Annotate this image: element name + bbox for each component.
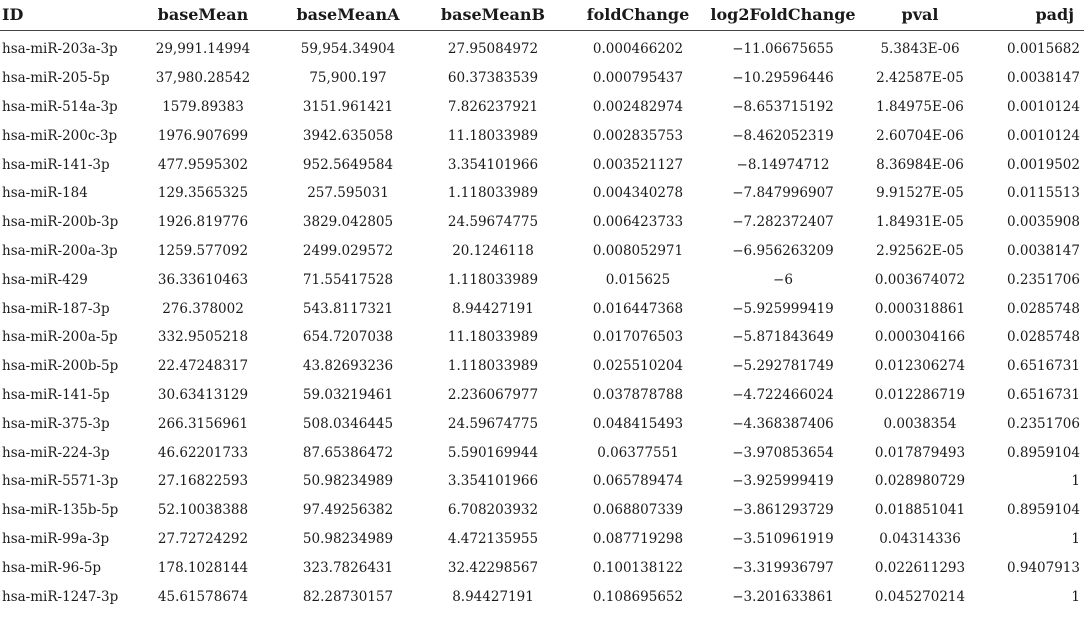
cell-basemeanb: 11.18033989 (447, 127, 539, 144)
cell-log2foldchange: −7.847996907 (732, 185, 834, 202)
cell-padj: 0.0015682 (1006, 41, 1080, 58)
cell-foldchange: 0.087719298 (592, 530, 684, 547)
cell-id: hsa-miR-200c-3p (2, 127, 118, 144)
cell-pval: 0.017879493 (874, 444, 966, 461)
cell-basemeanb: 11.18033989 (447, 329, 539, 346)
cell-id: hsa-miR-187-3p (2, 300, 110, 317)
cell-basemeana: 323.7826431 (302, 559, 394, 576)
cell-id: hsa-miR-1247-3p (2, 588, 119, 605)
cell-basemean: 45.61578674 (157, 588, 249, 605)
cell-id: hsa-miR-203a-3p (2, 41, 118, 58)
cell-id: hsa-miR-184 (2, 185, 88, 202)
cell-id: hsa-miR-141-3p (2, 156, 110, 173)
cell-id: hsa-miR-200b-5p (2, 358, 119, 375)
cell-basemean: 276.378002 (162, 300, 244, 317)
cell-padj: 0.0010124 (1006, 98, 1080, 115)
cell-id: hsa-miR-99a-3p (2, 530, 110, 547)
cell-basemean: 477.9595302 (157, 156, 249, 173)
cell-log2foldchange: −8.462052319 (732, 127, 834, 144)
cell-log2foldchange: −3.201633861 (732, 588, 834, 605)
cell-padj: 0.0010124 (1006, 127, 1080, 144)
cell-basemean: 36.33610463 (157, 271, 249, 288)
cell-basemean: 129.3565325 (157, 185, 249, 202)
cell-basemeana: 543.8117321 (302, 300, 394, 317)
table-header (0, 0, 1084, 31)
cell-id: hsa-miR-429 (2, 271, 88, 288)
cell-basemeanb: 20.1246118 (452, 242, 534, 259)
table-row (0, 294, 1084, 323)
cell-basemeana: 952.5649584 (302, 156, 394, 173)
cell-basemeanb: 8.94427191 (452, 300, 534, 317)
cell-pval: 8.36984E-06 (876, 156, 964, 173)
cell-basemeana: 654.7207038 (302, 329, 394, 346)
header-pval: pval (858, 0, 982, 31)
cell-log2foldchange: −8.653715192 (732, 98, 834, 115)
cell-id: hsa-miR-200b-3p (2, 214, 119, 231)
cell-pval: 0.000304166 (874, 329, 966, 346)
cell-foldchange: 0.068807339 (592, 502, 684, 519)
cell-id: hsa-miR-224-3p (2, 444, 110, 461)
cell-log2foldchange: −3.319936797 (732, 559, 834, 576)
cell-pval: 5.3843E-06 (880, 41, 960, 58)
cell-basemeana: 508.0346445 (302, 415, 394, 432)
cell-id: hsa-miR-205-5p (2, 70, 110, 87)
cell-log2foldchange: −6 (773, 271, 793, 288)
cell-pval: 9.91527E-05 (876, 185, 964, 202)
cell-basemeanb: 60.37383539 (447, 70, 539, 87)
cell-log2foldchange: −3.970853654 (732, 444, 834, 461)
cell-foldchange: 0.000466202 (592, 41, 684, 58)
cell-basemeanb: 5.590169944 (447, 444, 539, 461)
cell-basemeanb: 1.118033989 (447, 185, 539, 202)
cell-padj: 0.8959104 (1006, 502, 1080, 519)
cell-pval: 0.022611293 (874, 559, 966, 576)
cell-pval: 0.012306274 (874, 358, 966, 375)
cell-log2foldchange: −5.292781749 (732, 358, 834, 375)
cell-foldchange: 0.108695652 (592, 588, 684, 605)
cell-foldchange: 0.006423733 (592, 214, 684, 231)
cell-basemeanb: 32.42298567 (447, 559, 539, 576)
cell-basemean: 52.10038388 (157, 502, 249, 519)
cell-foldchange: 0.016447368 (592, 300, 684, 317)
cell-log2foldchange: −5.871843649 (732, 329, 834, 346)
cell-basemean: 1926.819776 (157, 214, 249, 231)
cell-log2foldchange: −3.861293729 (732, 502, 834, 519)
cell-pval: 1.84931E-05 (876, 214, 964, 231)
header-row (0, 0, 1084, 31)
cell-foldchange: 0.004340278 (592, 185, 684, 202)
cell-id: hsa-miR-200a-5p (2, 329, 118, 346)
cell-basemeanb: 27.95084972 (447, 41, 539, 58)
cell-foldchange: 0.002835753 (592, 127, 684, 144)
table-row (0, 265, 1084, 294)
cell-basemeana: 3942.635058 (302, 127, 394, 144)
cell-basemean: 22.47248317 (157, 358, 249, 375)
cell-basemeana: 87.65386472 (302, 444, 394, 461)
cell-foldchange: 0.065789474 (592, 473, 684, 490)
cell-padj: 0.0038147 (1006, 70, 1080, 87)
cell-pval: 2.92562E-05 (876, 242, 964, 259)
cell-foldchange: 0.002482974 (592, 98, 684, 115)
header-log2foldchange: log2FoldChange (708, 0, 858, 31)
table-row (0, 121, 1084, 150)
cell-basemean: 332.9505218 (157, 329, 249, 346)
table-row (0, 323, 1084, 352)
cell-basemeanb: 6.708203932 (447, 502, 539, 519)
cell-pval: 0.000318861 (874, 300, 966, 317)
table-row (0, 179, 1084, 208)
cell-id: hsa-miR-141-5p (2, 386, 110, 403)
cell-basemeana: 257.595031 (307, 185, 389, 202)
cell-pval: 2.42587E-05 (876, 70, 964, 87)
cell-basemeanb: 3.354101966 (447, 156, 539, 173)
table-row (0, 496, 1084, 525)
cell-pval: 2.60704E-06 (876, 127, 964, 144)
table-row (0, 64, 1084, 93)
cell-foldchange: 0.008052971 (592, 242, 684, 259)
cell-padj: 0.0019502 (1006, 156, 1080, 173)
cell-padj: 0.0285748 (1006, 300, 1080, 317)
cell-basemeana: 3151.961421 (302, 98, 394, 115)
cell-pval: 0.0038354 (883, 415, 957, 432)
table-row (0, 208, 1084, 237)
cell-padj: 1 (1071, 588, 1080, 605)
cell-basemean: 27.72724292 (157, 530, 249, 547)
cell-basemeanb: 7.826237921 (447, 98, 539, 115)
table-row (0, 237, 1084, 266)
cell-foldchange: 0.000795437 (592, 70, 684, 87)
table-row (0, 381, 1084, 410)
cell-basemean: 30.63413129 (157, 386, 249, 403)
header-padj: padj (982, 0, 1084, 31)
cell-padj: 0.6516731 (1006, 358, 1080, 375)
cell-id: hsa-miR-96-5p (2, 559, 102, 576)
cell-basemean: 37,980.28542 (155, 70, 251, 87)
cell-padj: 0.0285748 (1006, 329, 1080, 346)
table-row (0, 31, 1084, 64)
cell-basemeana: 59,954.34904 (300, 41, 396, 58)
cell-log2foldchange: −5.925999419 (732, 300, 834, 317)
table-row (0, 525, 1084, 554)
cell-padj: 0.2351706 (1006, 415, 1080, 432)
table-row (0, 93, 1084, 122)
header-basemeana: baseMeanA (278, 0, 418, 31)
cell-padj: 0.0038147 (1006, 242, 1080, 259)
cell-basemean: 1259.577092 (157, 242, 249, 259)
cell-id: hsa-miR-200a-3p (2, 242, 118, 259)
header-foldchange: foldChange (568, 0, 708, 31)
cell-basemeana: 59.03219461 (302, 386, 394, 403)
header-basemean: baseMean (128, 0, 278, 31)
cell-basemeanb: 1.118033989 (447, 358, 539, 375)
cell-basemeana: 43.82693236 (302, 358, 394, 375)
cell-id: hsa-miR-5571-3p (2, 473, 119, 490)
cell-padj: 0.0035908 (1006, 214, 1080, 231)
cell-basemean: 1579.89383 (162, 98, 244, 115)
table-row (0, 352, 1084, 381)
cell-padj: 1 (1071, 473, 1080, 490)
cell-log2foldchange: −4.368387406 (732, 415, 834, 432)
cell-pval: 0.04314336 (879, 530, 961, 547)
cell-padj: 0.9407913 (1006, 559, 1080, 576)
cell-basemean: 178.1028144 (157, 559, 249, 576)
cell-log2foldchange: −6.956263209 (732, 242, 834, 259)
cell-padj: 0.8959104 (1006, 444, 1080, 461)
table-row (0, 150, 1084, 179)
cell-basemeana: 50.98234989 (302, 473, 394, 490)
cell-basemeanb: 24.59674775 (447, 214, 539, 231)
cell-basemeanb: 4.472135955 (447, 530, 539, 547)
cell-basemean: 266.3156961 (157, 415, 249, 432)
cell-log2foldchange: −11.06675655 (732, 41, 834, 58)
cell-foldchange: 0.017076503 (592, 329, 684, 346)
cell-pval: 0.012286719 (874, 386, 966, 403)
cell-pval: 0.018851041 (874, 502, 966, 519)
cell-foldchange: 0.015625 (605, 271, 671, 288)
cell-log2foldchange: −3.925999419 (732, 473, 834, 490)
cell-padj: 0.0115513 (1006, 185, 1080, 202)
cell-pval: 1.84975E-06 (876, 98, 964, 115)
cell-basemeana: 82.28730157 (302, 588, 394, 605)
cell-basemean: 1976.907699 (157, 127, 249, 144)
cell-foldchange: 0.025510204 (592, 358, 684, 375)
cell-foldchange: 0.037878788 (592, 386, 684, 403)
cell-padj: 0.6516731 (1006, 386, 1080, 403)
cell-basemeana: 50.98234989 (302, 530, 394, 547)
cell-basemeana: 2499.029572 (302, 242, 394, 259)
table-row (0, 467, 1084, 496)
cell-id: hsa-miR-135b-5p (2, 502, 119, 519)
cell-pval: 0.028980729 (874, 473, 966, 490)
table-row (0, 438, 1084, 467)
cell-log2foldchange: −8.14974712 (736, 156, 830, 173)
cell-basemeana: 71.55417528 (302, 271, 394, 288)
cell-foldchange: 0.003521127 (592, 156, 684, 173)
cell-log2foldchange: −4.722466024 (732, 386, 834, 403)
cell-basemeana: 97.49256382 (302, 502, 394, 519)
cell-id: hsa-miR-375-3p (2, 415, 110, 432)
cell-log2foldchange: −7.282372407 (732, 214, 834, 231)
cell-foldchange: 0.048415493 (592, 415, 684, 432)
cell-padj: 0.2351706 (1006, 271, 1080, 288)
cell-basemeana: 3829.042805 (302, 214, 394, 231)
table-row (0, 409, 1084, 438)
cell-basemean: 46.62201733 (157, 444, 249, 461)
cell-basemeanb: 2.236067977 (447, 386, 539, 403)
cell-foldchange: 0.100138122 (592, 559, 684, 576)
table-body (0, 31, 1084, 611)
cell-foldchange: 0.06377551 (597, 444, 679, 461)
cell-id: hsa-miR-514a-3p (2, 98, 118, 115)
cell-basemean: 29,991.14994 (155, 41, 251, 58)
cell-basemeanb: 1.118033989 (447, 271, 539, 288)
cell-pval: 0.003674072 (874, 271, 966, 288)
cell-basemeanb: 8.94427191 (452, 588, 534, 605)
cell-padj: 1 (1071, 530, 1080, 547)
cell-basemeana: 75,900.197 (309, 70, 387, 87)
cell-basemeanb: 24.59674775 (447, 415, 539, 432)
header-basemeanb: baseMeanB (418, 0, 568, 31)
table-row (0, 553, 1084, 582)
header-id: ID (0, 0, 128, 31)
cell-log2foldchange: −10.29596446 (732, 70, 834, 87)
cell-basemeanb: 3.354101966 (447, 473, 539, 490)
cell-basemean: 27.16822593 (157, 473, 249, 490)
cell-log2foldchange: −3.510961919 (732, 530, 834, 547)
cell-pval: 0.045270214 (874, 588, 966, 605)
table-row (0, 582, 1084, 611)
